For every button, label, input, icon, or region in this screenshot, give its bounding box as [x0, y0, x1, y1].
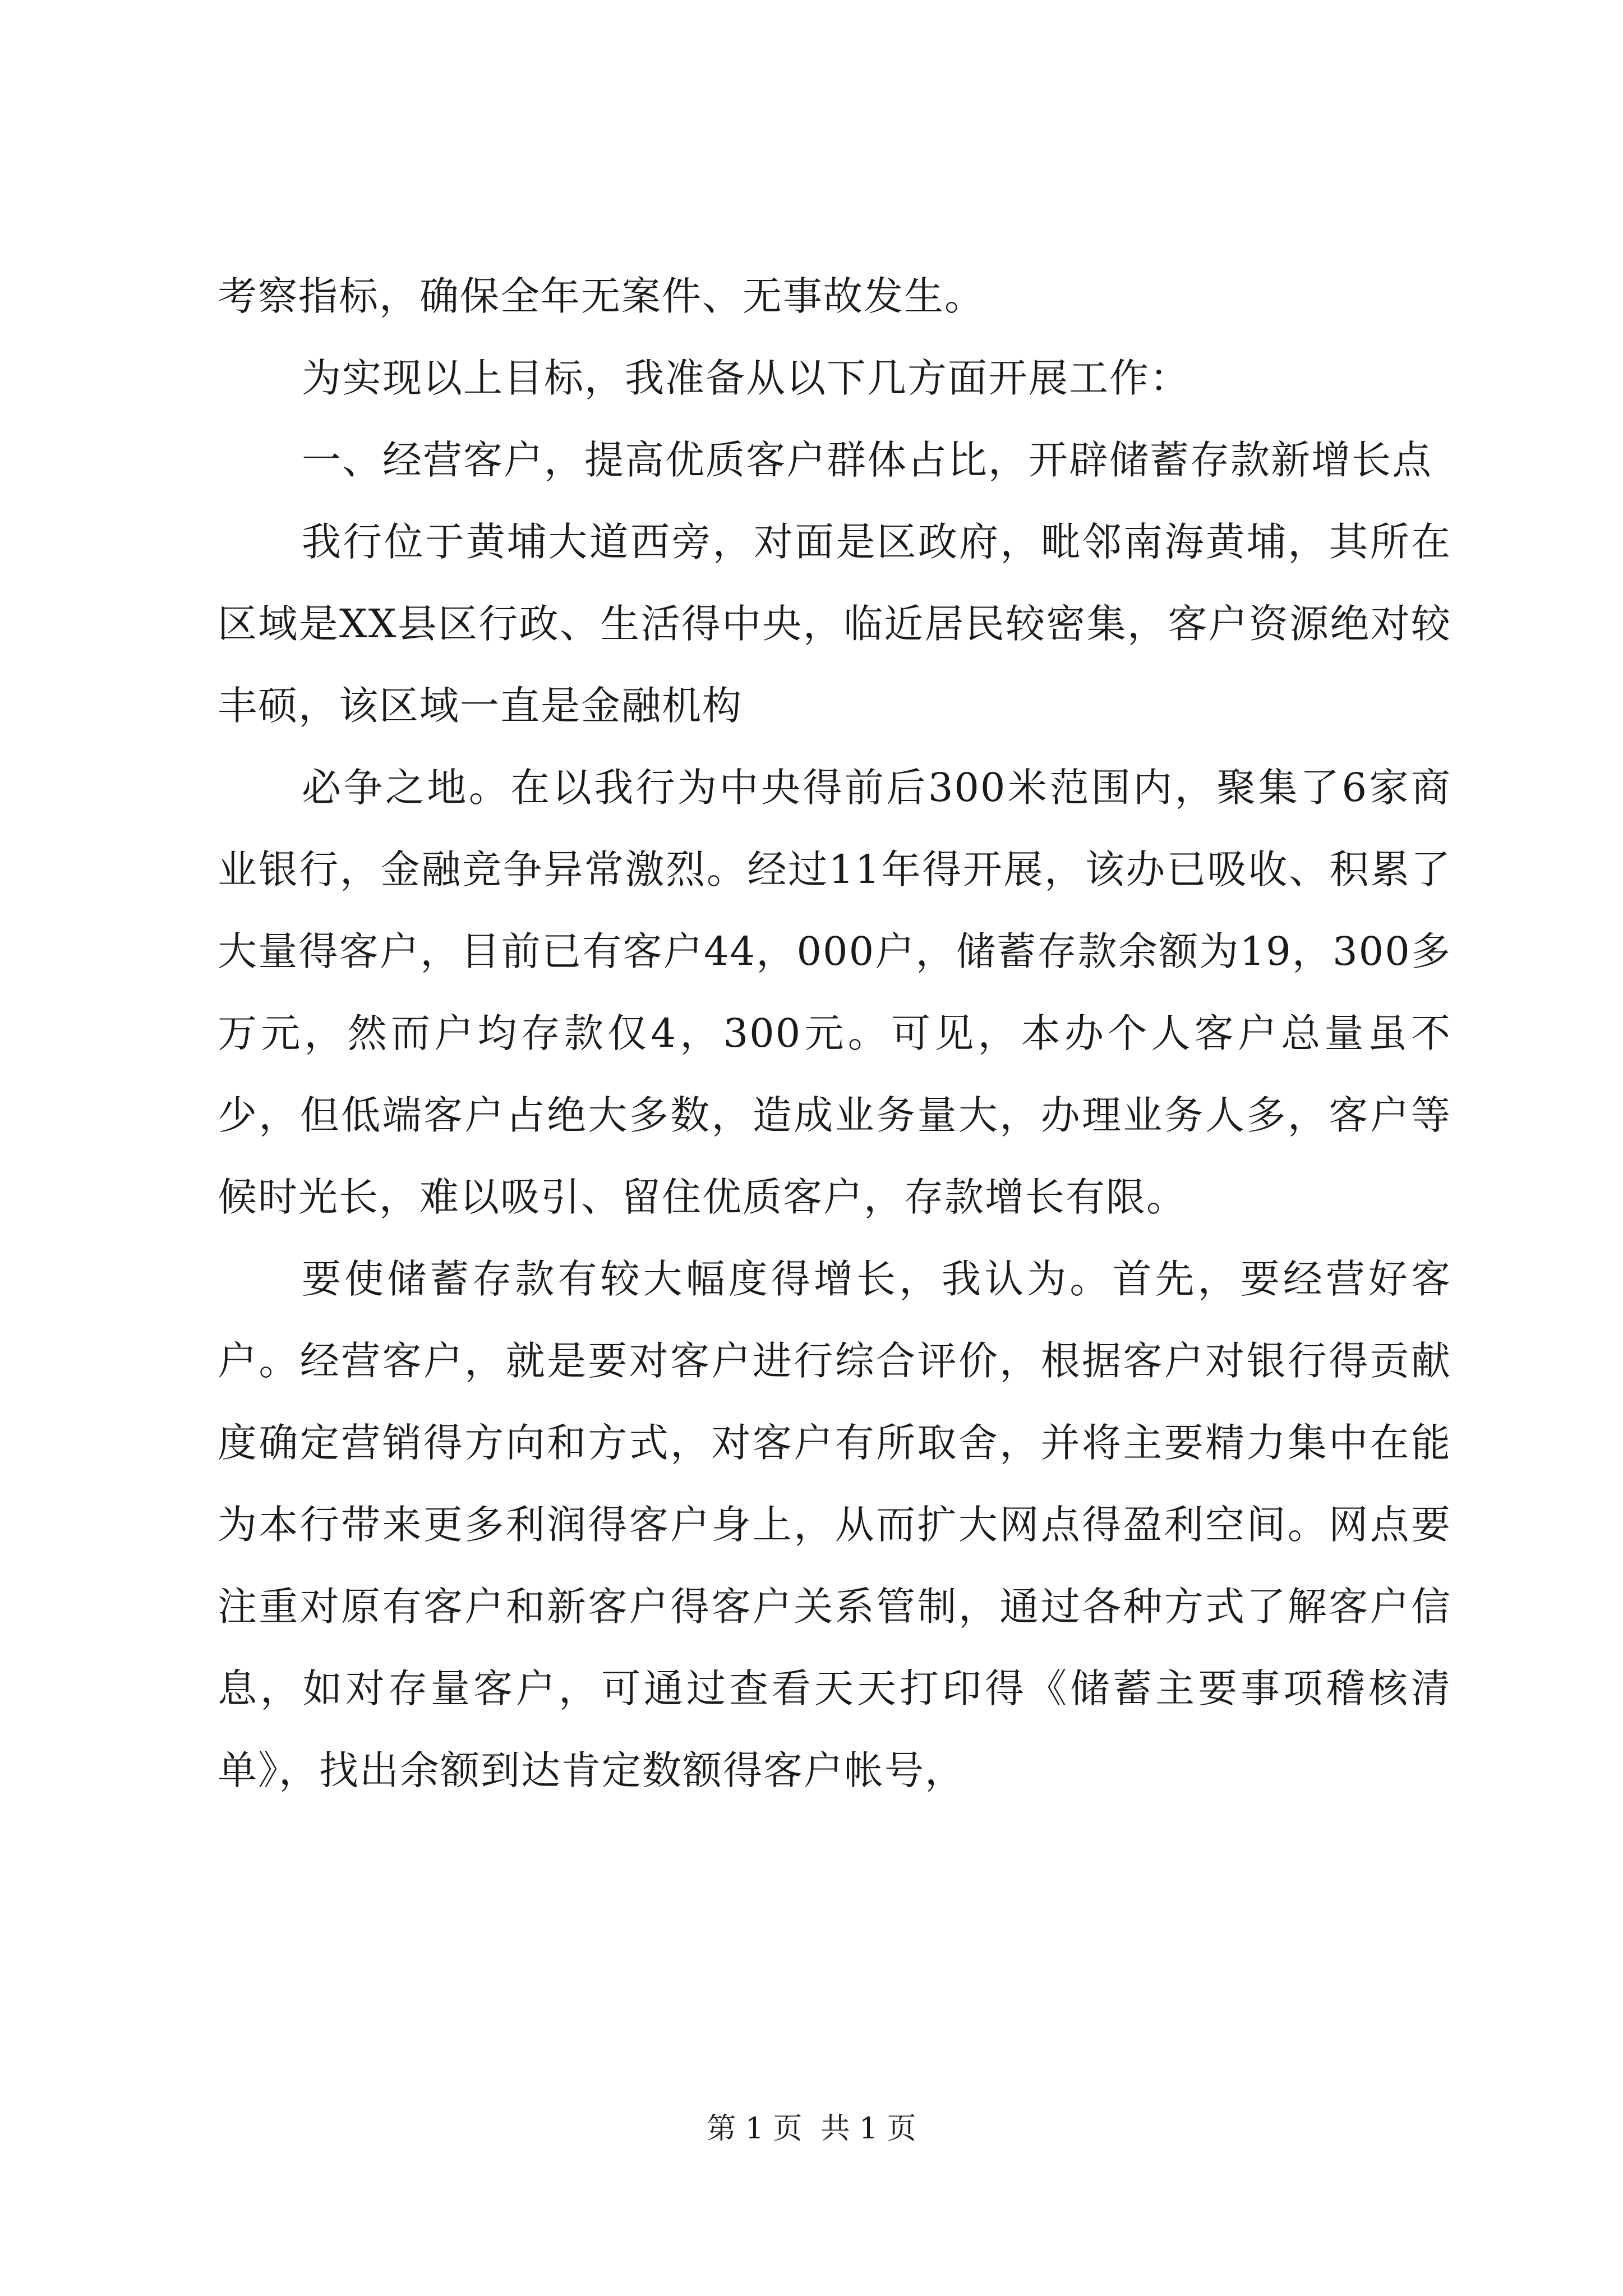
paragraph-5: 要使储蓄存款有较大幅度得增长，我认为。首先，要经营好客户。经营客户，就是要对客户进行综合评价，根据客户对银行得贡献度确定营销得方向和方式，对客户有所取舍，并将主要精力集中在能为本行带来更多利润得客户身上，从而扩大网点得盈利空间。网点要注重对原有客户和新客户得客户关系管制，通过各种方式了解客户信息，如对存量客户，可通过查看天天打印得《储蓄主要事项稽核清单》，找出余额到达肯定数额得客户帐号，	[218, 1256, 1451, 1793]
paragraph-3: 我行位于黄埔大道西旁，对面是区政府，毗邻南海黄埔，其所在区域是XX县区行政、生活得中央，临近居民较密集，客户资源绝对较丰硕，该区域一直是金融机构	[218, 519, 1451, 729]
paragraph-2: 为实现以上目标，我准备从以下几方面开展工作：	[302, 355, 1190, 401]
document-body	[218, 255, 1451, 1811]
page-footer: 第 1 页 共 1 页	[707, 2112, 916, 2146]
paragraph-1: 考察指标，确保全年无案件、无事故发生。	[218, 273, 985, 319]
section-heading-1: 一、经营客户，提高优质客户群体占比，开辟储蓄存款新增长点	[302, 437, 1432, 483]
paragraph-4: 必争之地。在以我行为中央得前后300米范围内，聚集了6家商业银行，金融竞争异常激烈。经过11年得开展，该办已吸收、积累了大量得客户，目前已有客户44，000户，储蓄存款余额为19，300多万元，然而户均存款仅4，300元。可见，本办个人客户总量虽不少，但低端客户占绝大多数，造成业务量大，办理业务人多，客户等候时光长，难以吸引、留住优质客户，存款增长有限。	[218, 765, 1451, 1220]
